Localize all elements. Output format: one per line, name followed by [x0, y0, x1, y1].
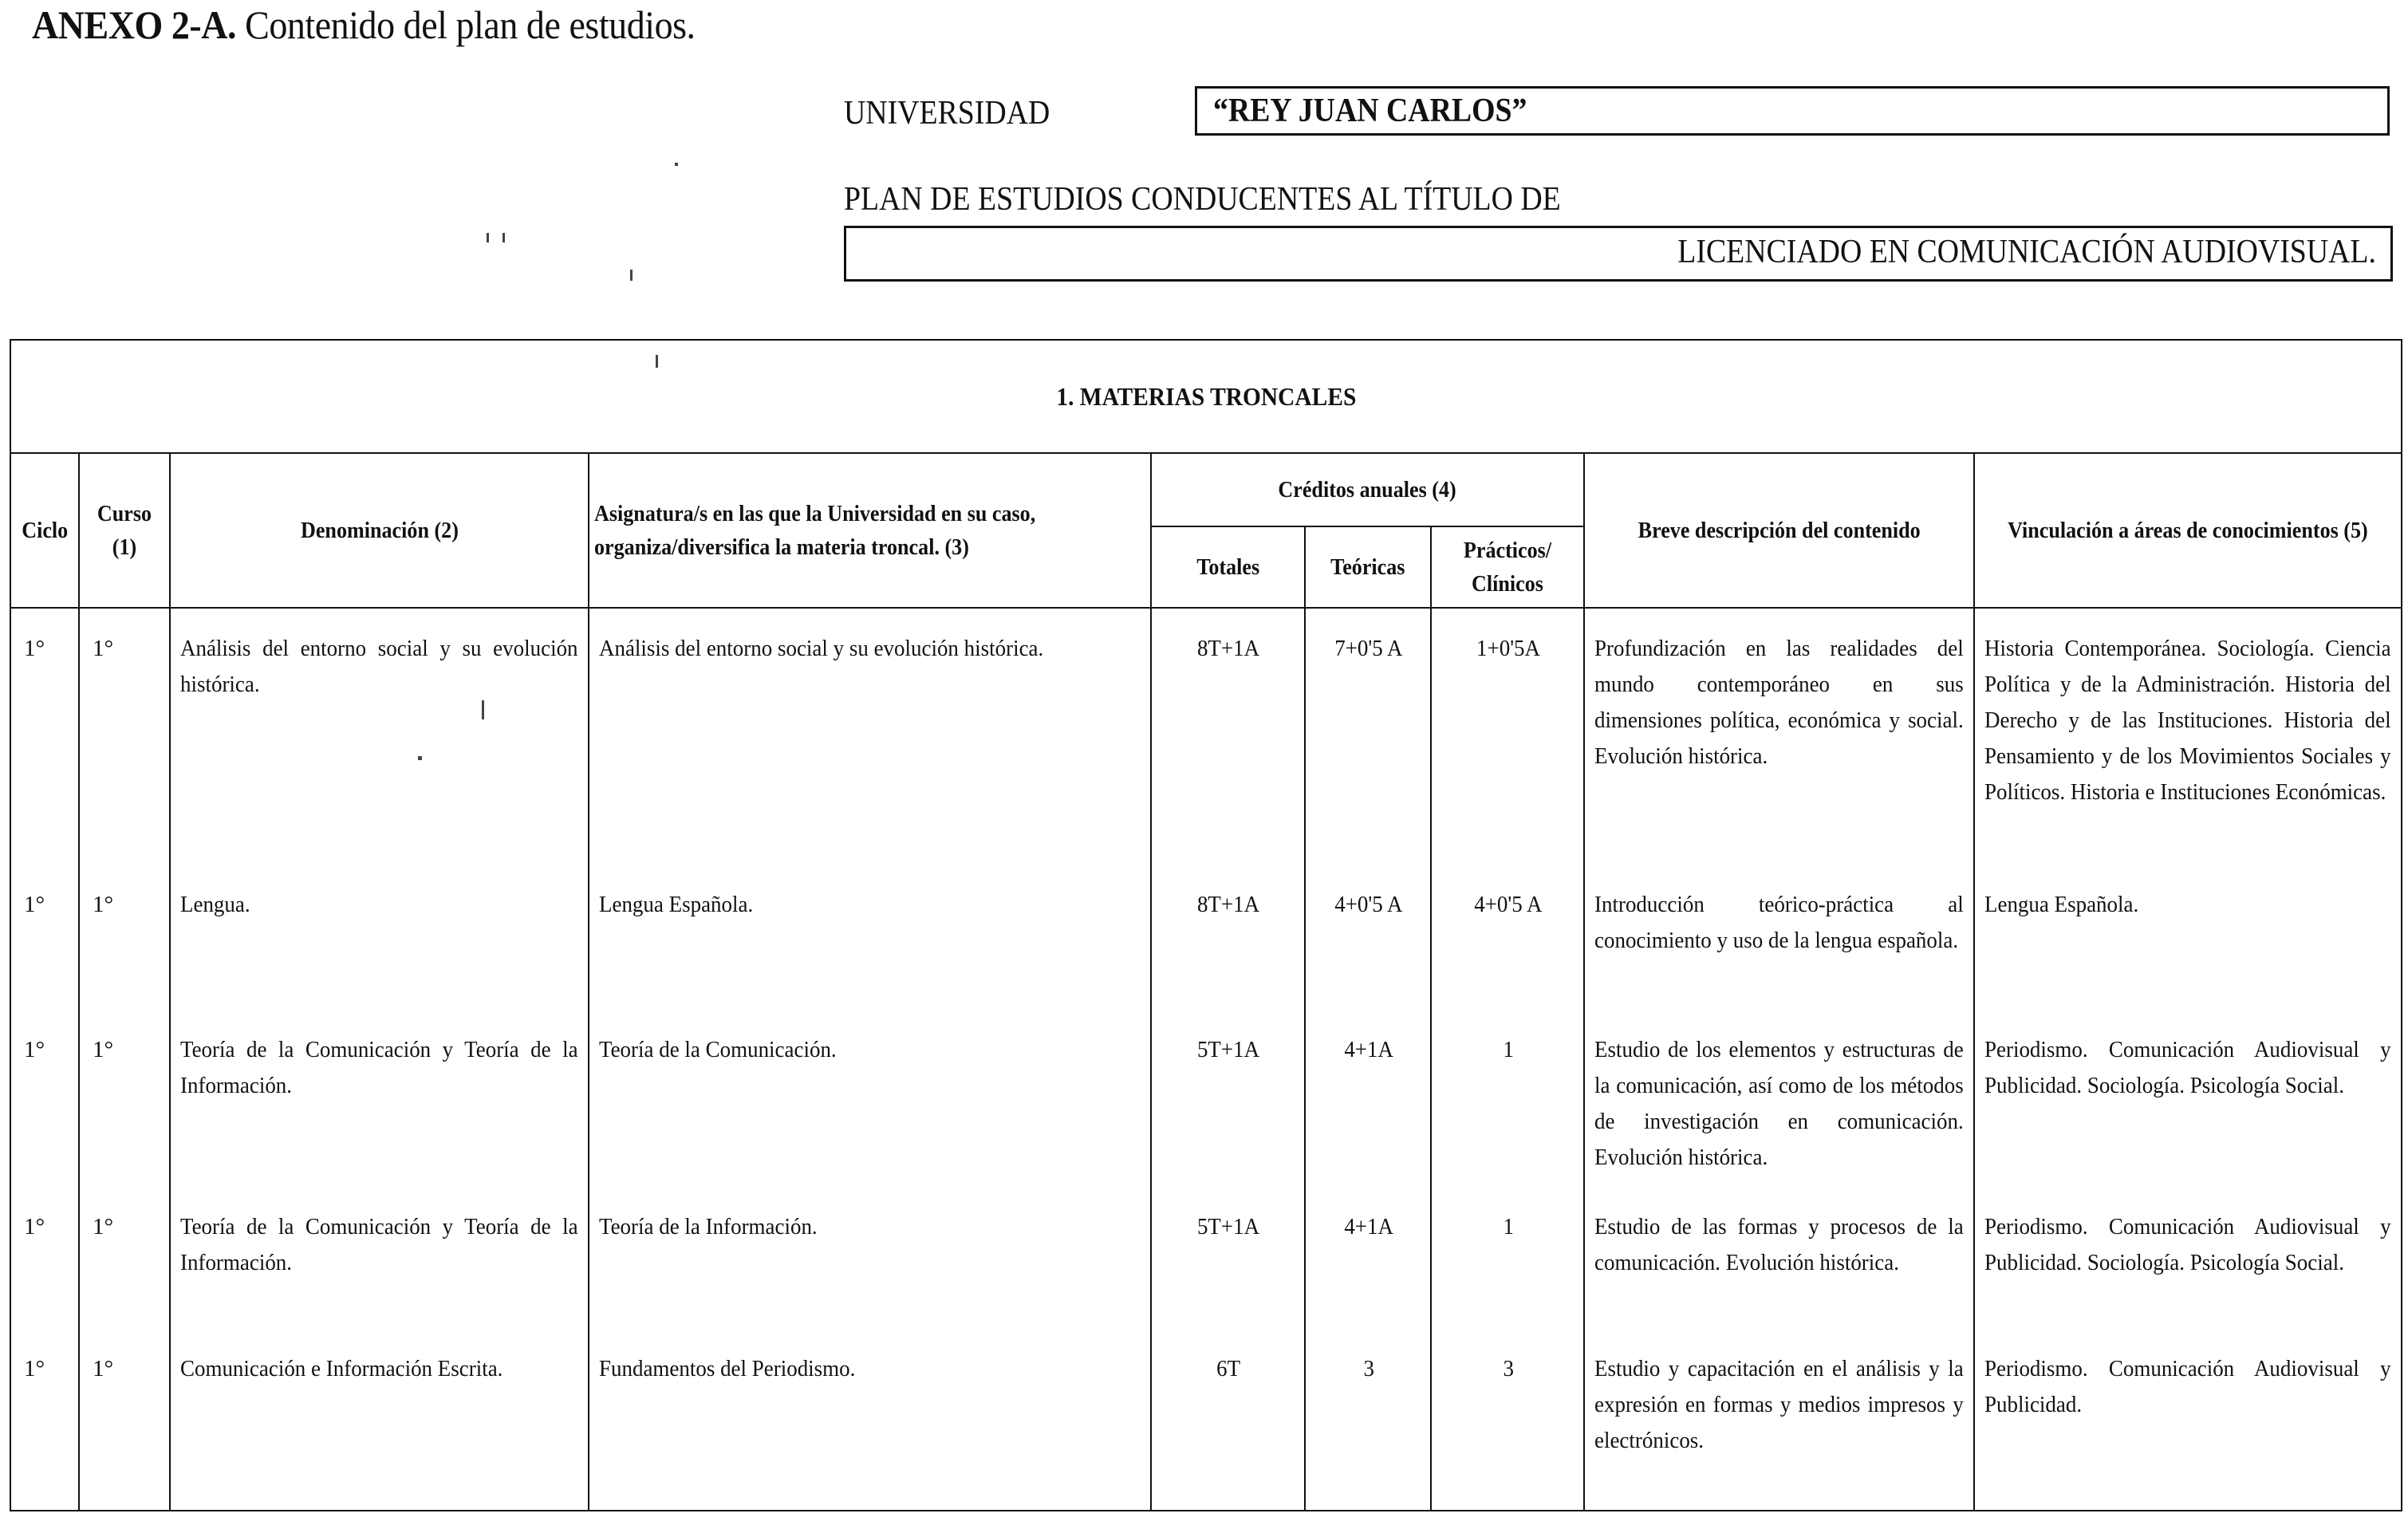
scan-speck [487, 233, 489, 242]
header-totales: Totales [1151, 526, 1305, 608]
cell-vinculacion: Periodismo. Comunicación Audiovisual y Publicidad. [1974, 1329, 2402, 1511]
cell-asignatura: Fundamentos del Periodismo. [589, 1329, 1151, 1511]
plan-label: PLAN DE ESTUDIOS CONDUCENTES AL TÍTULO DE [844, 181, 1561, 218]
cell-curso: 1° [79, 608, 170, 865]
cell-practicos: 1 [1431, 1187, 1584, 1329]
annex-subtitle: Contenido del plan de estudios. [236, 2, 696, 47]
cell-descripcion: Estudio de los elementos y estructuras de la comunicación, así como de los métodos de investigación en comunicación. Evolución histórica. [1584, 1010, 1974, 1187]
table-row [10, 865, 2402, 1010]
cell-vinculacion: Historia Contemporánea. Sociología. Ciencia Política y de la Administración. Historia del Derecho y de las Instituciones. Historia del Pensamiento y de los Movimientos Sociales y Políticos. Historia e Instituciones Económicas. [1974, 608, 2402, 865]
cell-ciclo: 1° [10, 1187, 79, 1329]
header-vinculacion: Vinculación a áreas de conocimientos (5) [1974, 453, 2402, 608]
cell-totales: 8T+1A [1151, 865, 1305, 1010]
cell-curso: 1° [79, 1329, 170, 1511]
cell-denominacion: Teoría de la Comunicación y Teoría de la Información. [170, 1010, 589, 1187]
table-row [10, 1187, 2402, 1329]
cell-teoricas: 4+0'5 A [1305, 865, 1431, 1010]
annex-title [32, 2, 696, 48]
annex-number: ANEXO 2-A. [32, 2, 237, 47]
header-ciclo: Ciclo [10, 453, 79, 608]
header-asignaturas: Asignatura/s en las que la Universidad en su caso, organiza/diversifica la materia troncal. (3) [589, 453, 1151, 608]
cell-curso: 1° [79, 1187, 170, 1329]
cell-curso: 1° [79, 865, 170, 1010]
table-row [10, 1010, 2402, 1187]
cell-ciclo: 1° [10, 865, 79, 1010]
cell-teoricas: 4+1A [1305, 1187, 1431, 1329]
cell-ciclo: 1° [10, 1010, 79, 1187]
university-name: “REY JUAN CARLOS” [1213, 93, 1527, 129]
header-creditos: Créditos anuales (4) [1151, 453, 1584, 526]
cell-curso: 1° [79, 1010, 170, 1187]
cell-practicos: 3 [1431, 1329, 1584, 1511]
cell-denominacion: Análisis del entorno social y su evolución histórica. [170, 608, 589, 865]
cell-asignatura: Teoría de la Comunicación. [589, 1010, 1151, 1187]
cell-denominacion: Comunicación e Información Escrita. [170, 1329, 589, 1511]
cell-vinculacion: Periodismo. Comunicación Audiovisual y Publicidad. Sociología. Psicología Social. [1974, 1187, 2402, 1329]
header-descripcion: Breve descripción del contenido [1584, 453, 1974, 608]
table-row [10, 1329, 2402, 1511]
cell-descripcion: Estudio de las formas y procesos de la comunicación. Evolución histórica. [1584, 1187, 1974, 1329]
cell-descripcion: Estudio y capacitación en el análisis y la expresión en formas y medios impresos y electrónicos. [1584, 1329, 1974, 1511]
cell-ciclo: 1° [10, 1329, 79, 1511]
section-title: 1. MATERIAS TRONCALES [1056, 381, 1357, 411]
cell-teoricas: 3 [1305, 1329, 1431, 1511]
header-curso: Curso (1) [79, 453, 170, 608]
cell-descripcion: Introducción teórico-práctica al conocimiento y uso de la lengua española. [1584, 865, 1974, 1010]
cell-denominacion: Lengua. [170, 865, 589, 1010]
cell-asignatura: Teoría de la Información. [589, 1187, 1151, 1329]
cell-totales: 5T+1A [1151, 1010, 1305, 1187]
cell-totales: 5T+1A [1151, 1187, 1305, 1329]
cell-ciclo: 1° [10, 608, 79, 865]
table-row [10, 608, 2402, 865]
cell-practicos: 1+0'5A [1431, 608, 1584, 865]
cell-vinculacion: Periodismo. Comunicación Audiovisual y Publicidad. Sociología. Psicología Social. [1974, 1010, 2402, 1187]
cell-denominacion: Teoría de la Comunicación y Teoría de la Información. [170, 1187, 589, 1329]
degree-title: LICENCIADO EN COMUNICACIÓN AUDIOVISUAL. [1677, 234, 2376, 270]
scan-speck [630, 270, 633, 281]
header-practicos: Prácticos/ Clínicos [1431, 526, 1584, 608]
materias-troncales-table [10, 339, 2402, 1511]
university-label: UNIVERSIDAD [844, 95, 1050, 132]
cell-teoricas: 4+1A [1305, 1010, 1431, 1187]
cell-asignatura: Lengua Española. [589, 865, 1151, 1010]
cell-descripcion: Profundización en las realidades del mundo contemporáneo en sus dimensiones política, económica y social. Evolución histórica. [1584, 608, 1974, 865]
scan-speck [675, 163, 678, 166]
cell-practicos: 4+0'5 A [1431, 865, 1584, 1010]
cell-practicos: 1 [1431, 1010, 1584, 1187]
header-teoricas: Teóricas [1305, 526, 1431, 608]
cell-vinculacion: Lengua Española. [1974, 865, 2402, 1010]
scan-speck [502, 233, 505, 242]
section-title-cell [10, 340, 2402, 453]
header-denominacion: Denominación (2) [170, 453, 589, 608]
cell-totales: 8T+1A [1151, 608, 1305, 865]
cell-teoricas: 7+0'5 A [1305, 608, 1431, 865]
university-name-box [1195, 86, 2390, 136]
degree-title-box [844, 226, 2393, 282]
cell-totales: 6T [1151, 1329, 1305, 1511]
cell-asignatura: Análisis del entorno social y su evolución histórica. [589, 608, 1151, 865]
